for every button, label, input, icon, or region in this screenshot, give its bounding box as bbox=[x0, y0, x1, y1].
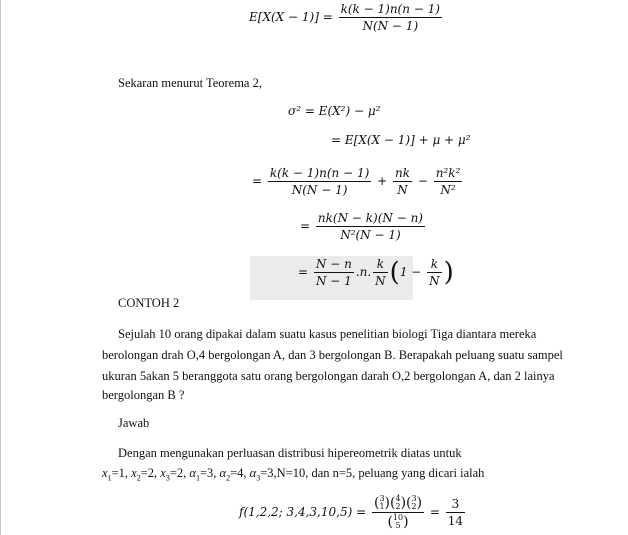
fraction-numerator: N − n bbox=[315, 257, 352, 271]
equals-sign: = bbox=[298, 265, 309, 279]
fraction bbox=[434, 166, 463, 197]
equation-variance-line-5 bbox=[298, 257, 454, 288]
solution-line-2 bbox=[102, 466, 484, 483]
problem-line-2: berolongan drah O,4 bergolongan A, dan 3 bergolongan B. Berapakah peluang suatu sampel bbox=[102, 348, 563, 362]
equation-lhs: E[X(X − 1)] = bbox=[249, 10, 333, 24]
fraction bbox=[314, 257, 354, 288]
fraction-denominator: N(N − 1) bbox=[291, 183, 348, 197]
binomial: 4 2 bbox=[395, 494, 401, 511]
problem-line-1: Sejulah 10 orang dipakai dalam suatu kasus penelitian biologi Tiga diantara mereka bbox=[118, 327, 537, 341]
equation-variance-line-2: = E[X(X − 1)] + μ + μ² bbox=[331, 133, 471, 147]
fraction-denominator: N bbox=[375, 274, 386, 288]
fraction bbox=[393, 166, 412, 197]
fraction-numerator: nk bbox=[394, 166, 410, 180]
equation-probability bbox=[239, 495, 467, 530]
variable-assignment: $x_1=1$, bbox=[102, 466, 132, 483]
equation-variance-line-4 bbox=[300, 211, 427, 242]
fraction-numerator: (3 1)(4 2)(3 2) bbox=[373, 494, 423, 511]
fraction-numerator: 3 bbox=[446, 497, 465, 513]
fraction-numerator: k(k − 1)n(n − 1) bbox=[340, 2, 440, 16]
problem-line-3: ukuran 5akan 5 beranggota satu orang bergolongan darah O,2 bergolongan A, dan 2 lainya bbox=[102, 369, 555, 383]
fraction-numerator: nk(N − k)(N − n) bbox=[317, 211, 423, 225]
binomial: 10 5 bbox=[392, 513, 404, 530]
fraction-numerator: k bbox=[373, 257, 388, 273]
variable-assignment: $x_2=2$, bbox=[131, 466, 161, 483]
page-left-border bbox=[0, 0, 1, 535]
fraction bbox=[316, 211, 425, 242]
fraction-denominator: N bbox=[397, 183, 408, 197]
fraction-denominator: N − 1 bbox=[315, 274, 352, 288]
variable-assignment: $\alpha_1=3$, bbox=[189, 466, 220, 483]
fraction bbox=[268, 166, 371, 197]
answer-label: Jawab bbox=[118, 416, 150, 430]
inner-term: 1 − bbox=[399, 265, 422, 279]
equation-variance-line-1: σ² = E(X²) − μ² bbox=[288, 104, 381, 118]
fraction bbox=[372, 495, 424, 530]
equals-sign: = bbox=[429, 505, 440, 519]
minus-sign: − bbox=[417, 174, 428, 188]
equation-lhs: f(1,2,2; 3,4,3,10,5) = bbox=[239, 505, 367, 519]
fraction-denominator: N² bbox=[440, 183, 456, 197]
problem-line-4: bergolongan B ? bbox=[102, 388, 185, 402]
fraction bbox=[427, 257, 442, 288]
fraction-denominator: N²(N − 1) bbox=[340, 228, 401, 242]
fraction-numerator: k(k − 1)n(n − 1) bbox=[269, 166, 370, 180]
left-paren: ( bbox=[389, 257, 400, 288]
heading-example: CONTOH 2 bbox=[118, 296, 180, 310]
fraction bbox=[339, 2, 442, 33]
equation-variance-line-3 bbox=[252, 166, 464, 197]
equals-sign: = bbox=[252, 174, 263, 188]
plus-sign: + bbox=[377, 174, 388, 188]
right-paren: ) bbox=[443, 257, 454, 288]
fraction-denominator: 14 bbox=[447, 514, 464, 528]
equals-sign: = bbox=[300, 219, 311, 233]
binomial: 3 2 bbox=[411, 494, 417, 511]
binomial: 3 1 bbox=[379, 494, 385, 511]
solution-line-1: Dengan mengunakan perluasan distribusi hipereometrik diatas untuk bbox=[118, 446, 462, 460]
fraction-denominator: N bbox=[429, 274, 440, 288]
variable-assignment: $\alpha_2=4$, bbox=[219, 466, 250, 483]
fraction-denominator: N(N − 1) bbox=[362, 19, 419, 33]
solution-line-2-tail: N=10, dan n=5, peluang yang dicari ialah bbox=[276, 466, 485, 480]
variable-assignment: $\alpha_3=3$, bbox=[249, 466, 277, 483]
fraction-numerator: n²k² bbox=[435, 166, 461, 180]
fraction-denominator: (10 5 ) bbox=[387, 513, 409, 530]
fraction bbox=[446, 497, 465, 528]
fraction-numerator: k bbox=[427, 257, 442, 273]
paragraph-theorem: Sekaran menurut Teorema 2, bbox=[118, 76, 262, 90]
fraction bbox=[373, 257, 388, 288]
equation-expectation bbox=[249, 2, 444, 33]
product-dots: .n. bbox=[355, 265, 372, 279]
variable-assignment: $x_3=2$, bbox=[160, 466, 190, 483]
